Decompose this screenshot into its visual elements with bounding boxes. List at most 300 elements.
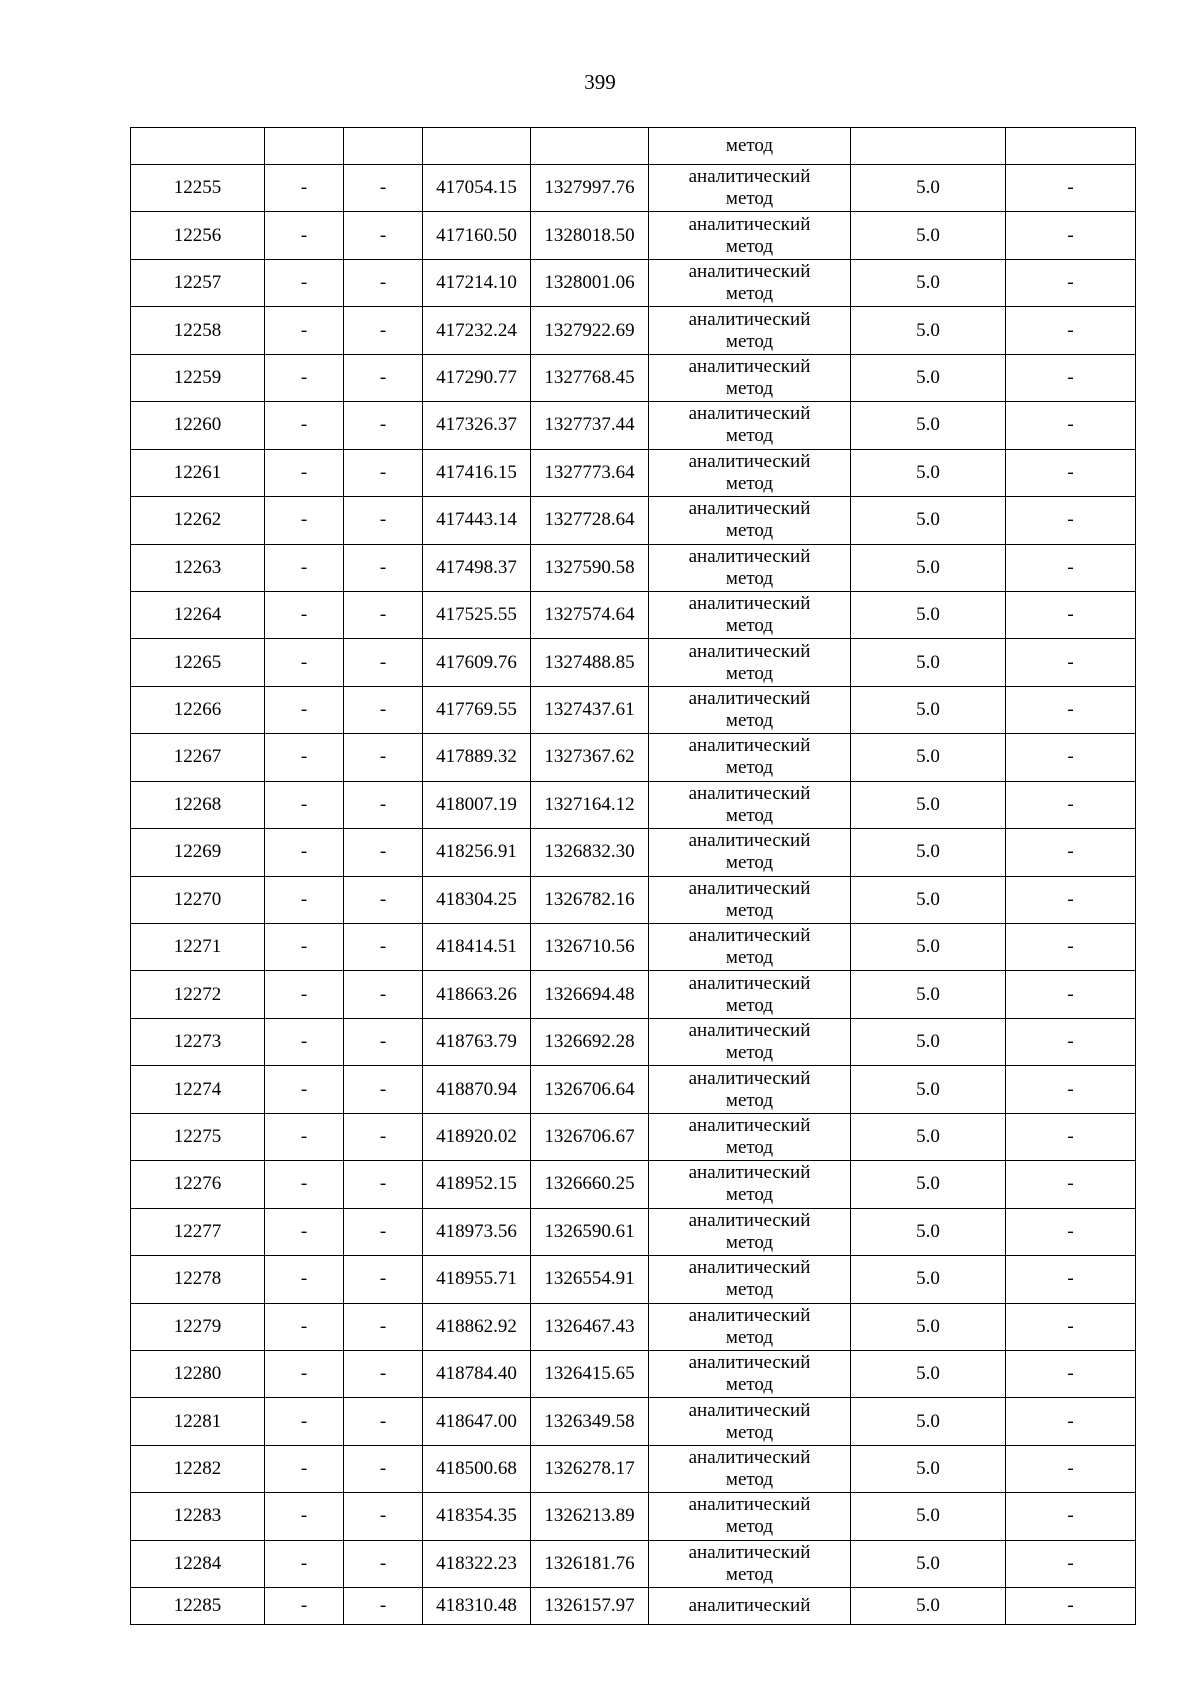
method-line-2: метод: [725, 283, 774, 305]
cell-y: 1326692.28: [531, 1018, 649, 1065]
cell-col3: -: [344, 449, 423, 496]
cell-col3: -: [344, 1350, 423, 1397]
method-line-1: аналитический: [688, 782, 811, 804]
cell-method: [649, 1018, 851, 1065]
cell-x: 418310.48: [423, 1588, 531, 1625]
cell-x: 417214.10: [423, 259, 531, 306]
cell-x: 418870.94: [423, 1066, 531, 1113]
cell-y: 1326710.56: [531, 924, 649, 971]
table-row: [131, 1066, 1136, 1113]
table-row: [131, 259, 1136, 306]
cell-x: [423, 128, 531, 165]
cell-col3: -: [344, 591, 423, 638]
table-row: [131, 1445, 1136, 1492]
table-row: [131, 497, 1136, 544]
method-line-1: аналитический: [688, 735, 811, 757]
cell-note: -: [1006, 1350, 1136, 1397]
cell-id: 12262: [131, 497, 265, 544]
cell-x: 418663.26: [423, 971, 531, 1018]
method-line-2: метод: [725, 662, 774, 684]
method-line-1: аналитический: [688, 640, 811, 662]
cell-id: 12256: [131, 212, 265, 259]
cell-col2: -: [265, 971, 344, 1018]
cell-y: 1326213.89: [531, 1493, 649, 1540]
cell-note: -: [1006, 1256, 1136, 1303]
method-line-2: метод: [725, 1469, 774, 1491]
cell-note: -: [1006, 1113, 1136, 1160]
cell-x: 417889.32: [423, 734, 531, 781]
cell-note: -: [1006, 1493, 1136, 1540]
cell-col2: -: [265, 402, 344, 449]
cell-col3: -: [344, 1493, 423, 1540]
cell-x: 418304.25: [423, 876, 531, 923]
cell-x: 418007.19: [423, 781, 531, 828]
cell-note: -: [1006, 354, 1136, 401]
cell-method: [649, 1161, 851, 1208]
cell-x: 417054.15: [423, 165, 531, 212]
cell-note: -: [1006, 781, 1136, 828]
table-row: [131, 1493, 1136, 1540]
cell-method: [649, 259, 851, 306]
method-line-1: аналитический: [688, 1595, 811, 1617]
table-row: [131, 639, 1136, 686]
cell-id: 12261: [131, 449, 265, 496]
method-line-2: метод: [725, 1279, 774, 1301]
cell-note: -: [1006, 1161, 1136, 1208]
cell-precision: 5.0: [851, 1113, 1006, 1160]
cell-method: [649, 212, 851, 259]
cell-method: [649, 1588, 851, 1625]
cell-col2: -: [265, 1445, 344, 1492]
cell-col3: -: [344, 971, 423, 1018]
cell-id: 12277: [131, 1208, 265, 1255]
cell-y: 1326782.16: [531, 876, 649, 923]
cell-x: 418955.71: [423, 1256, 531, 1303]
cell-y: 1327737.44: [531, 402, 649, 449]
cell-precision: 5.0: [851, 1018, 1006, 1065]
cell-method: [649, 1350, 851, 1397]
cell-id: 12284: [131, 1540, 265, 1587]
cell-col3: -: [344, 1303, 423, 1350]
method-line-1: аналитический: [688, 1352, 811, 1374]
cell-note: -: [1006, 449, 1136, 496]
cell-x: 418973.56: [423, 1208, 531, 1255]
cell-id: 12272: [131, 971, 265, 1018]
table-row: [131, 1588, 1136, 1625]
method-line-1: аналитический: [688, 688, 811, 710]
cell-id: 12278: [131, 1256, 265, 1303]
cell-col2: -: [265, 1161, 344, 1208]
cell-note: -: [1006, 307, 1136, 354]
cell-method: [649, 639, 851, 686]
cell-id: 12264: [131, 591, 265, 638]
cell-col2: -: [265, 449, 344, 496]
cell-note: -: [1006, 259, 1136, 306]
method-line-2: метод: [725, 947, 774, 969]
cell-precision: 5.0: [851, 212, 1006, 259]
method-line-1: аналитический: [688, 1447, 811, 1469]
cell-note: -: [1006, 1066, 1136, 1113]
table-row: [131, 354, 1136, 401]
cell-col3: -: [344, 402, 423, 449]
cell-id: 12283: [131, 1493, 265, 1540]
cell-y: 1326181.76: [531, 1540, 649, 1587]
table-row: [131, 1113, 1136, 1160]
cell-col2: -: [265, 1350, 344, 1397]
cell-y: 1327922.69: [531, 307, 649, 354]
table-body: [131, 128, 1136, 1625]
method-line-2: метод: [725, 1042, 774, 1064]
cell-precision: 5.0: [851, 1350, 1006, 1397]
cell-note: -: [1006, 165, 1136, 212]
cell-y: 1326467.43: [531, 1303, 649, 1350]
cell-y: 1327437.61: [531, 686, 649, 733]
cell-precision: 5.0: [851, 544, 1006, 591]
cell-col2: -: [265, 639, 344, 686]
cell-precision: 5.0: [851, 402, 1006, 449]
cell-x: 418920.02: [423, 1113, 531, 1160]
method-line-2: метод: [725, 472, 774, 494]
cell-col3: -: [344, 876, 423, 923]
method-line-1: аналитический: [688, 1020, 811, 1042]
cell-col3: -: [344, 829, 423, 876]
cell-note: -: [1006, 402, 1136, 449]
cell-x: 418256.91: [423, 829, 531, 876]
method-line-2: метод: [725, 1184, 774, 1206]
cell-precision: 5.0: [851, 829, 1006, 876]
cell-precision: 5.0: [851, 449, 1006, 496]
method-line-1: аналитический: [688, 925, 811, 947]
method-line-2: метод: [725, 710, 774, 732]
cell-method: [649, 449, 851, 496]
cell-col2: -: [265, 686, 344, 733]
cell-x: 417525.55: [423, 591, 531, 638]
cell-precision: 5.0: [851, 1161, 1006, 1208]
table-row: [131, 165, 1136, 212]
method-line-2: метод: [725, 615, 774, 637]
cell-id: 12267: [131, 734, 265, 781]
table-row: [131, 544, 1136, 591]
cell-col2: [265, 128, 344, 165]
cell-note: -: [1006, 734, 1136, 781]
cell-note: -: [1006, 1018, 1136, 1065]
method-line-1: аналитический: [688, 593, 811, 615]
cell-id: 12282: [131, 1445, 265, 1492]
method-line-1: аналитический: [688, 1114, 811, 1136]
method-line-2: метод: [725, 520, 774, 542]
cell-note: -: [1006, 1398, 1136, 1445]
cell-y: [531, 128, 649, 165]
cell-note: -: [1006, 971, 1136, 1018]
method-line-1: аналитический: [688, 972, 811, 994]
cell-precision: 5.0: [851, 1445, 1006, 1492]
table-row-continuation: [131, 128, 1136, 165]
cell-precision: 5.0: [851, 591, 1006, 638]
cell-id: 12279: [131, 1303, 265, 1350]
cell-x: 417443.14: [423, 497, 531, 544]
method-line-2: метод: [725, 330, 774, 352]
cell-col3: -: [344, 1256, 423, 1303]
method-line-1: аналитический: [688, 450, 811, 472]
cell-col2: -: [265, 1256, 344, 1303]
cell-col3: -: [344, 1066, 423, 1113]
cell-note: -: [1006, 591, 1136, 638]
cell-precision: 5.0: [851, 307, 1006, 354]
table-row: [131, 449, 1136, 496]
table-row: [131, 1398, 1136, 1445]
cell-col3: -: [344, 1208, 423, 1255]
method-line-1: аналитический: [688, 1304, 811, 1326]
cell-note: [1006, 128, 1136, 165]
cell-method: [649, 734, 851, 781]
cell-precision: 5.0: [851, 1256, 1006, 1303]
table-row: [131, 924, 1136, 971]
method-line-1: аналитический: [688, 1162, 811, 1184]
cell-y: 1326660.25: [531, 1161, 649, 1208]
cell-x: 418354.35: [423, 1493, 531, 1540]
cell-y: 1327488.85: [531, 639, 649, 686]
cell-y: 1327728.64: [531, 497, 649, 544]
cell-method: [649, 924, 851, 971]
cell-id: 12260: [131, 402, 265, 449]
cell-col3: -: [344, 1398, 423, 1445]
method-line-1: аналитический: [688, 261, 811, 283]
cell-precision: 5.0: [851, 1493, 1006, 1540]
cell-col3: -: [344, 781, 423, 828]
cell-col3: -: [344, 354, 423, 401]
cell-precision: 5.0: [851, 686, 1006, 733]
cell-precision: 5.0: [851, 971, 1006, 1018]
cell-y: 1327574.64: [531, 591, 649, 638]
cell-col2: -: [265, 1018, 344, 1065]
cell-x: 418500.68: [423, 1445, 531, 1492]
cell-id: 12276: [131, 1161, 265, 1208]
cell-y: 1326157.97: [531, 1588, 649, 1625]
cell-col3: -: [344, 307, 423, 354]
cell-col3: -: [344, 639, 423, 686]
table-row: [131, 781, 1136, 828]
method-line-2: метод: [725, 1374, 774, 1396]
cell-precision: 5.0: [851, 1066, 1006, 1113]
cell-method: [649, 1113, 851, 1160]
cell-id: 12269: [131, 829, 265, 876]
table-row: [131, 734, 1136, 781]
cell-col3: -: [344, 544, 423, 591]
cell-x: 417769.55: [423, 686, 531, 733]
cell-col3: -: [344, 1445, 423, 1492]
cell-precision: 5.0: [851, 924, 1006, 971]
cell-col2: -: [265, 165, 344, 212]
cell-col2: -: [265, 354, 344, 401]
cell-x: 417290.77: [423, 354, 531, 401]
table-row: [131, 402, 1136, 449]
method-line-1: аналитический: [688, 1257, 811, 1279]
cell-y: 1326278.17: [531, 1445, 649, 1492]
table-row: [131, 1303, 1136, 1350]
table-row: [131, 1161, 1136, 1208]
method-line-2: метод: [725, 994, 774, 1016]
method-line-1: аналитический: [688, 1494, 811, 1516]
cell-col3: -: [344, 165, 423, 212]
cell-note: -: [1006, 1303, 1136, 1350]
cell-y: 1326590.61: [531, 1208, 649, 1255]
table-row: [131, 829, 1136, 876]
method-line-1: аналитический: [688, 1067, 811, 1089]
method-line-1: аналитический: [688, 166, 811, 188]
cell-method: [649, 1540, 851, 1587]
cell-col3: -: [344, 497, 423, 544]
cell-method: [649, 686, 851, 733]
cell-col3: -: [344, 686, 423, 733]
method-line-2: метод: [725, 1516, 774, 1538]
cell-note: -: [1006, 212, 1136, 259]
cell-col3: -: [344, 1161, 423, 1208]
cell-y: 1326554.91: [531, 1256, 649, 1303]
cell-col3: -: [344, 924, 423, 971]
cell-note: -: [1006, 1445, 1136, 1492]
cell-precision: 5.0: [851, 354, 1006, 401]
cell-col2: -: [265, 1113, 344, 1160]
cell-col2: -: [265, 1540, 344, 1587]
cell-col2: -: [265, 1588, 344, 1625]
table-row: [131, 591, 1136, 638]
cell-x: 417326.37: [423, 402, 531, 449]
cell-x: 417232.24: [423, 307, 531, 354]
cell-method: метод: [649, 128, 851, 165]
cell-method: [649, 307, 851, 354]
cell-method: [649, 781, 851, 828]
cell-x: 418862.92: [423, 1303, 531, 1350]
cell-id: 12268: [131, 781, 265, 828]
page-number: 399: [584, 70, 616, 94]
table-row: [131, 971, 1136, 1018]
cell-col2: -: [265, 829, 344, 876]
cell-precision: 5.0: [851, 876, 1006, 923]
cell-precision: 5.0: [851, 1398, 1006, 1445]
cell-method: [649, 165, 851, 212]
cell-note: -: [1006, 544, 1136, 591]
method-line-2: метод: [725, 1136, 774, 1158]
cell-col2: -: [265, 497, 344, 544]
cell-x: 417416.15: [423, 449, 531, 496]
cell-precision: 5.0: [851, 734, 1006, 781]
table-row: [131, 212, 1136, 259]
cell-col3: -: [344, 734, 423, 781]
cell-id: 12280: [131, 1350, 265, 1397]
cell-note: -: [1006, 876, 1136, 923]
cell-col3: -: [344, 259, 423, 306]
cell-y: 1327768.45: [531, 354, 649, 401]
method-line-1: аналитический: [688, 830, 811, 852]
cell-method: [649, 876, 851, 923]
cell-id: [131, 128, 265, 165]
cell-x: 417609.76: [423, 639, 531, 686]
cell-x: 417498.37: [423, 544, 531, 591]
method-line-2: метод: [725, 1563, 774, 1585]
method-line-2: метод: [725, 1231, 774, 1253]
cell-y: 1327164.12: [531, 781, 649, 828]
cell-x: 418952.15: [423, 1161, 531, 1208]
cell-method: [649, 591, 851, 638]
cell-y: 1326706.67: [531, 1113, 649, 1160]
cell-precision: 5.0: [851, 497, 1006, 544]
cell-precision: 5.0: [851, 781, 1006, 828]
cell-y: 1326832.30: [531, 829, 649, 876]
cell-id: 12271: [131, 924, 265, 971]
cell-id: 12258: [131, 307, 265, 354]
cell-precision: 5.0: [851, 1303, 1006, 1350]
cell-y: 1326694.48: [531, 971, 649, 1018]
cell-x: 417160.50: [423, 212, 531, 259]
cell-id: 12259: [131, 354, 265, 401]
method-line-1: аналитический: [688, 403, 811, 425]
cell-method: [649, 1493, 851, 1540]
cell-note: -: [1006, 1588, 1136, 1625]
cell-col3: -: [344, 1588, 423, 1625]
cell-id: 12266: [131, 686, 265, 733]
cell-col2: -: [265, 1208, 344, 1255]
cell-precision: 5.0: [851, 165, 1006, 212]
cell-col2: -: [265, 781, 344, 828]
cell-id: 12255: [131, 165, 265, 212]
cell-col3: -: [344, 1540, 423, 1587]
table-row: [131, 876, 1136, 923]
cell-col2: -: [265, 544, 344, 591]
cell-note: -: [1006, 1540, 1136, 1587]
method-line-2: метод: [725, 899, 774, 921]
cell-x: 418414.51: [423, 924, 531, 971]
method-line-2: метод: [725, 852, 774, 874]
cell-method: [649, 544, 851, 591]
method-line-1: аналитический: [688, 308, 811, 330]
method-line-1: аналитический: [688, 545, 811, 567]
cell-note: -: [1006, 686, 1136, 733]
cell-col3: -: [344, 1113, 423, 1160]
cell-method: [649, 829, 851, 876]
cell-precision: 5.0: [851, 639, 1006, 686]
cell-col3: -: [344, 212, 423, 259]
method-line-2: метод: [725, 757, 774, 779]
cell-y: 1327997.76: [531, 165, 649, 212]
cell-col2: -: [265, 591, 344, 638]
cell-note: -: [1006, 497, 1136, 544]
table-row: [131, 1208, 1136, 1255]
cell-col2: -: [265, 212, 344, 259]
cell-id: 12274: [131, 1066, 265, 1113]
cell-method: [649, 1208, 851, 1255]
method-line-2: метод: [725, 188, 774, 210]
table-row: [131, 307, 1136, 354]
cell-col2: -: [265, 924, 344, 971]
cell-method: [649, 497, 851, 544]
cell-method: [649, 1398, 851, 1445]
cell-precision: 5.0: [851, 1540, 1006, 1587]
method-line-2: метод: [725, 567, 774, 589]
table-row: [131, 1540, 1136, 1587]
cell-col2: -: [265, 876, 344, 923]
cell-x: 418322.23: [423, 1540, 531, 1587]
cell-precision: [851, 128, 1006, 165]
cell-col3: -: [344, 1018, 423, 1065]
method-line-2: метод: [725, 235, 774, 257]
table-row: [131, 1018, 1136, 1065]
cell-x: 418647.00: [423, 1398, 531, 1445]
cell-id: 12263: [131, 544, 265, 591]
method-line-1: аналитический: [688, 1209, 811, 1231]
method-line-1: аналитический: [688, 877, 811, 899]
method-line-1: аналитический: [688, 355, 811, 377]
cell-note: -: [1006, 639, 1136, 686]
